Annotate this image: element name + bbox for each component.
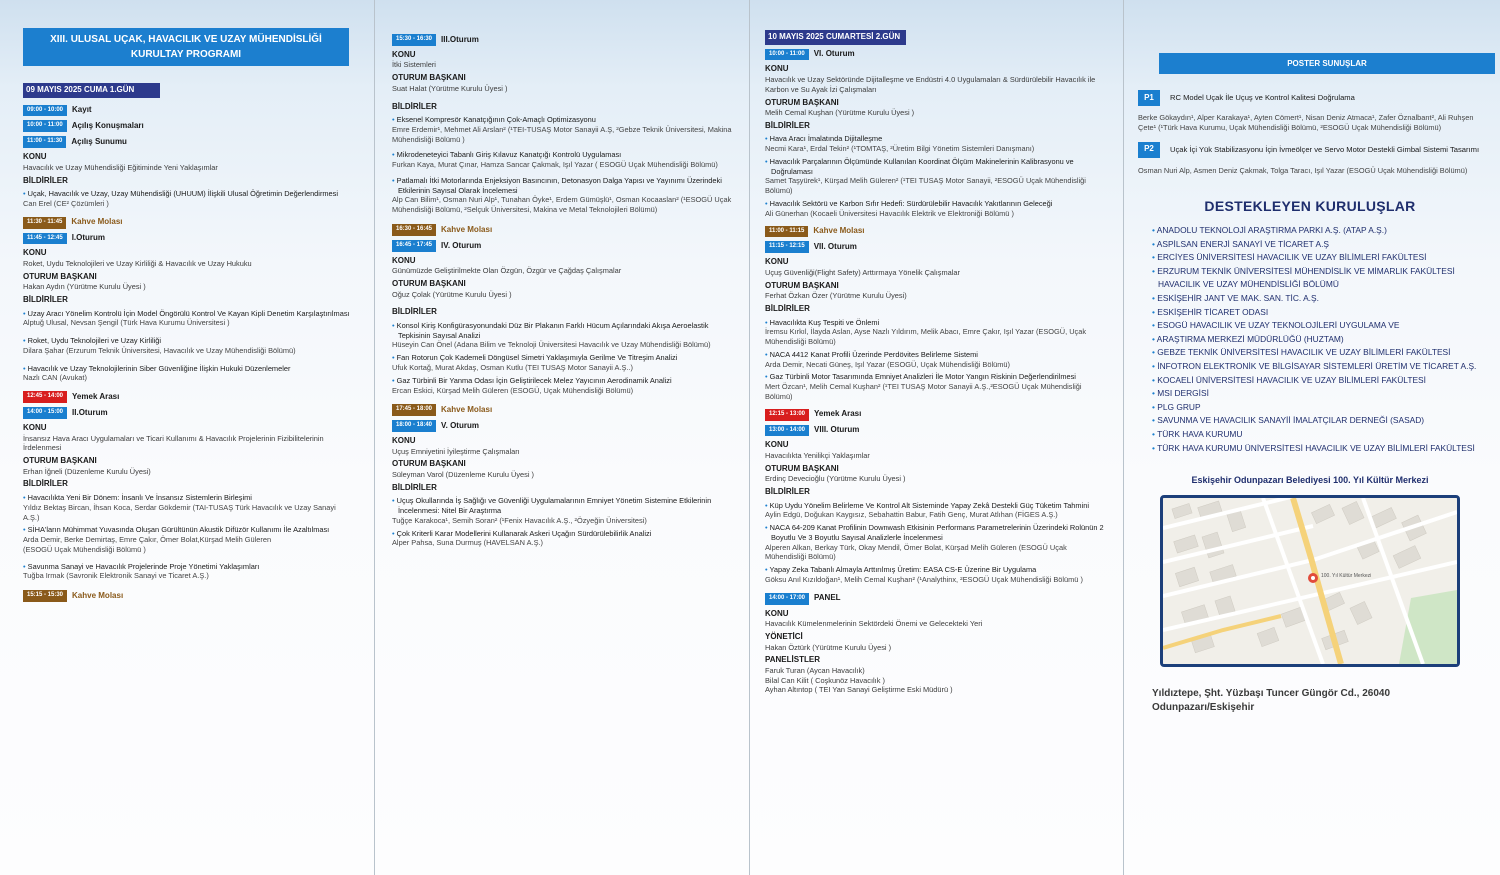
- topic-text: İnsansız Hava Aracı Uygulamaları ve Ticari Kullanımı & Havacılık Projelerinin Fizibilitelerinin İrdelenmesi: [23, 433, 324, 453]
- paper-item: • Yapay Zeka Tabanlı Almayla Arttırılmış Üretim: EASA CS-E Üzerine Bir Uygulama Göksu Anıl Kızıldoğan¹, Melih Cemal Kuşhan² (¹Analythinx, ²ESOGÜ Uçak Mühendisliği Bölümü ): [765, 565, 1108, 585]
- paper-authors: İremsu Kırkıl, İlayda Aslan, Ayse Nazlı Yıldırım, Melik Abacı, Emre Çakır, Işıl Yazar (ESOGÜ, Uçak Mühendisliği Bölümü): [765, 327, 1087, 347]
- papers-label: BİLDİRİLER: [23, 479, 68, 489]
- session-title: VI. Oturum: [813, 49, 855, 59]
- paper-item: • Savunma Sanayi ve Havacılık Projelerinde Proje Yönetimi Yaklaşımları Tuğba Irmak (Savronik Elektronik Sanayi ve Ticaret A.Ş.): [23, 562, 353, 582]
- paper-item: • Çok Kriterli Karar Modellerini Kullanarak Askeri Uçağın Sürdürülebilirlik Analizi Alper Pahsa, Suna Durmuş (HAVELSAN A.Ş.): [392, 529, 734, 549]
- bullet-icon: •: [1152, 333, 1157, 344]
- bullet-icon: •: [1152, 238, 1157, 249]
- session-title: Kahve Molası: [72, 590, 124, 600]
- bullet-icon: •: [1152, 252, 1158, 263]
- papers-label: BİLDİRİLER: [392, 307, 437, 317]
- program-title-banner: XIII. ULUSAL UÇAK, HAVACILIK VE UZAY MÜHENDİSLİĞİ KURULTAY PROGRAMI: [23, 28, 349, 66]
- session-title: Kahve Molası: [71, 217, 123, 227]
- paper-item: • NACA 64-209 Kanat Profilinin Downwash Etkisinin Performans Parametrelerinin Üzerindeki Rolünün 2 Boyutlu Ve 3 Boyutlu Sayısal Analizlerle İncelenmesi Alperen Alkan, Berkay Türk, Okay Mendil, Ömer Bolat, Kürşad Melih Güleren (ESOGÜ Uçak Mühendisliği Bölümü): [765, 523, 1108, 562]
- paper-title: Çok Kriterli Karar Modellerini Kullanarak Askeri Uçağın Sürdürülebilirlik Analizi: [396, 528, 652, 538]
- time-badge: 14:00 - 17:00: [765, 593, 809, 605]
- chair-name: Hakan Aydın (Yürütme Kurulu Üyesi ): [23, 282, 146, 292]
- moderator-label: YÖNETİCİ: [765, 631, 803, 641]
- time-badge: 10:00 - 11:00: [765, 49, 809, 61]
- time-badge: 15:15 - 15:30: [23, 590, 67, 602]
- paper-authors: Tuğba Irmak (Savronik Elektronik Sanayi ve Ticaret A.Ş.): [23, 571, 209, 581]
- time-badge: 18:00 - 18:40: [392, 420, 436, 432]
- paper-item: • Havacılık Sektörü ve Karbon Sıfır Hedefi: Sürdürülebilir Havacılık Yakıtlarının Geleceği Ali Günerhan (Kocaeli Üniversitesi Havacılık Elektrik ve Elektroniği Bölümü ): [765, 199, 1108, 219]
- poster-item: [1138, 142, 1482, 158]
- session-panel: [765, 593, 1108, 605]
- chair-label: OTURUM BAŞKANI: [23, 271, 97, 281]
- bullet-icon: •: [1152, 388, 1158, 399]
- time-badge: 10:00 - 11:00: [23, 120, 67, 132]
- panelist: Ayhan Altıntop ( TEI Yan Sanayi Geliştirme Eski Müdürü ): [765, 685, 953, 695]
- paper-item: • Patlamalı İtki Motorlarında Enjeksiyon Basıncının, Detonasyon Dalga Yapısı ve Yayınımı Üzerindeki Etkilerinin Sayısal Olarak İncelemesi Alp Can Bilim¹, Osman Nuri Alp¹, Tunahan Öyke¹, Erdem Gümüşlü¹, Osman Kocaaslan² (¹ESOGÜ Uçak Mühendisliği Bölümü, ²Selçuk Üniversitesi, Makina ve Metal Teknolojileri Bölümü): [392, 176, 734, 215]
- session-title: Açılış Konuşmaları: [71, 121, 144, 131]
- supporter-item: [1138, 387, 1482, 401]
- supporter-name: ERCİYES ÜNİVERSİTESİ HAVACILIK VE UZAY BİLİMLERİ FAKÜLTESİ: [1157, 252, 1427, 263]
- papers-label: BİLDİRİLER: [765, 303, 810, 313]
- time-badge: 09:00 - 10:00: [23, 105, 67, 117]
- papers-label: BİLDİRİLER: [765, 487, 810, 497]
- supporter-continuation: HAVACILIK VE UZAY MÜHENDİSLİĞİ BÖLÜMÜ: [1158, 279, 1339, 290]
- chair-label: OTURUM BAŞKANI: [765, 280, 839, 290]
- supporter-name: ANADOLU TEKNOLOJİ ARAŞTIRMA PARKI A.Ş. (ATAP A.Ş.): [1156, 224, 1387, 235]
- supporter-item: [1138, 346, 1482, 360]
- supporter-name: ESKİŞEHİR TİCARET ODASI: [1157, 306, 1269, 317]
- session-title: VIII. Oturum: [814, 425, 860, 435]
- session-title: I.Oturum: [71, 233, 106, 243]
- paper-title: Uzay Aracı Yönelim Kontrolü İçin Model Öngörülü Kontrol Ve Kayan Kipli Denetim Karşılaştırılması: [27, 308, 350, 318]
- supporter-name: ERZURUM TEKNİK ÜNİVERSİTESİ MÜHENDİSLİK VE MİMARLIK FAKÜLTESİ: [1157, 265, 1455, 276]
- session-lunch-break: [765, 409, 1108, 421]
- paper-title: Havacılık Sektörü ve Karbon Sıfır Hedefi: Sürdürülebilir Havacılık Yakıtlarının Geleceği: [769, 198, 1053, 208]
- session-2: [23, 407, 353, 419]
- papers-label: BİLDİRİLER: [765, 120, 810, 130]
- paper-label: BİLDİRİLER: [23, 175, 68, 185]
- supporter-item: [1138, 319, 1482, 333]
- supporter-item: [1138, 414, 1482, 428]
- bullet-icon: •: [1152, 293, 1158, 303]
- paper-item: • SİHA'ların Mühimmat Yuvasında Oluşan Gürültünün Akustik Difüzör Kullanımı İle Azaltılması Arda Demir, Berke Demirtaş, Emre Çakır, Ömer Bolat,Kürşad Melih Güleren (ESOGÜ Uçak Mühendisliği Bölümü ): [23, 525, 353, 554]
- supporter-item: [1138, 238, 1482, 252]
- session-4: [392, 240, 734, 252]
- paper-authors: Arda Demir, Necati Güneş, Işıl Yazar (ESOGÜ, Uçak Mühendisliği Bölümü): [765, 359, 1010, 369]
- paper-title: SİHA'ların Mühimmat Yuvasında Oluşan Gürültünün Akustik Difüzör Kullanımı İle Azaltılması: [27, 525, 330, 535]
- posters-supporters-panel: [1124, 0, 1500, 875]
- supporter-name: ASPİLSAN ENERJİ SANAYİ VE TİCARET A.Ş: [1156, 238, 1330, 249]
- time-badge: 11:00 - 11:15: [765, 226, 808, 238]
- supporter-name: PLG GRUP: [1157, 401, 1201, 412]
- topic-label: KONU: [765, 608, 789, 618]
- day1-afternoon-panel: [375, 0, 750, 875]
- topic-label: KONU: [392, 255, 416, 265]
- topic-label: KONU: [765, 257, 789, 267]
- chair-label: OTURUM BAŞKANI: [765, 463, 839, 473]
- supporter-item: [1138, 374, 1482, 388]
- session-1: [23, 233, 353, 245]
- topic-text: Günümüzde Geliştirilmekte Olan Özgün, Özgür ve Çağdaş Çalışmalar: [392, 266, 622, 276]
- supporter-name: İNFOTRON ELEKTRONİK VE BİLGİSAYAR SİSTEMLERİ ÜRETİM VE TİCARET A.Ş.: [1157, 361, 1477, 372]
- chair-name: Ferhat Özkan Özer (Yürütme Kurulu Üyesi): [765, 291, 907, 301]
- paper-authors: Nazlı CAN (Avukat): [23, 373, 87, 383]
- panelist: Bilal Can Kilit ( Coşkunöz Havacılık ): [765, 675, 885, 685]
- session-title: Yemek Arası: [72, 391, 120, 401]
- paper-title: Havacılık ve Uzay Teknolojilerinin Siber Güvenliğine İlişkin Hukuki Düzenlemeler: [27, 363, 291, 373]
- chair-label: OTURUM BAŞKANI: [765, 97, 839, 107]
- session-coffee-break: [23, 590, 353, 602]
- chair-name: Oğuz Çolak (Yürütme Kurulu Üyesi ): [392, 289, 512, 299]
- time-badge: 14:00 - 15:00: [23, 407, 67, 419]
- session-7: [765, 241, 1108, 253]
- paper-title: Patlamalı İtki Motorlarında Enjeksiyon Basıncının, Detonasyon Dalga Yapısı ve Yayınımı Üzerindeki Etkilerinin Sayısal Olarak İncelemesi: [396, 175, 722, 195]
- paper-authors: Dilara Şahar (Erzurum Teknik Üniversitesi, Havacılık ve Uzay Mühendisliği Bölümü): [23, 345, 296, 355]
- supporter-name: ESKİŞEHİR JANT VE MAK. SAN. TİC. A.Ş.: [1157, 293, 1319, 303]
- bullet-icon: •: [1152, 361, 1158, 372]
- paper-title: NACA 4412 Kanat Profili Üzerinde Perdövites Belirleme Sistemi: [769, 349, 978, 359]
- session-title: PANEL: [814, 593, 841, 603]
- paper-affiliation: (ESOGÜ Uçak Mühendisliği Bölümü ): [23, 544, 146, 554]
- session-title: Açılış Sunumu: [71, 137, 127, 147]
- time-badge: 16:30 - 16:45: [392, 224, 436, 236]
- paper-authors: Necmi Kara¹, Erdal Tekin² (¹TOMTAŞ, ²Üretim Bilgi Yönetim Sistemleri Danışmanı): [765, 144, 1035, 154]
- supporter-item: [1138, 224, 1482, 238]
- venue-name: Eskişehir Odunpazarı Belediyesi 100. Yıl Kültür Merkezi: [1191, 475, 1429, 486]
- supporter-name: KOCAELİ ÜNİVERSİTESİ HAVACILIK VE UZAY BİLİMLERİ FAKÜLTESİ: [1157, 374, 1426, 385]
- chair-label: OTURUM BAŞKANI: [392, 73, 466, 83]
- topic-label: KONU: [765, 440, 789, 450]
- day-header: 10 MAYIS 2025 CUMARTESİ 2.GÜN: [765, 30, 906, 45]
- topic-text: Uçuş Emniyetini İyileştirme Çalışmaları: [392, 446, 520, 456]
- paper-title: Yapay Zeka Tabanlı Almayla Arttırılmış Üretim: EASA CS-E Üzerine Bir Uygulama: [769, 565, 1037, 575]
- day2-program-panel: [750, 0, 1124, 875]
- session-title: Kayıt: [72, 105, 92, 115]
- paper-item: • Havacılıkta Yeni Bir Dönem: İnsanlı Ve İnsansız Sistemlerin Birleşimi Yıldız Bektaş Bircan, İhsan Koca, Serdar Gökdemir (TAI-TUSAŞ Türk Havacılık ve Uzay Sanayi A.Ş.): [23, 493, 353, 522]
- paper-authors: Ufuk Kortağ, Murat Akdaş, Osman Kutlu (TEI TUSAŞ Motor Sanayii A.Ş..): [392, 363, 633, 373]
- topic-text: Havacılık ve Uzay Sektöründe Dijitalleşme ve Endüstri 4.0 Uygulamaları & Sürdürülebilir Havacılık ile Karbon ve Su Ayak İzi Çalışmaları: [765, 75, 1096, 94]
- session-title: Kahve Molası: [813, 226, 865, 236]
- session-coffee-break: [392, 224, 734, 236]
- paper-item: • Havacılık Parçalarının Ölçümünde Kullanılan Koordinat Ölçüm Makinelerinin Kalibrasyonu ve Doğrulaması Samet Taşyürek¹, Kürşad Melih Güleren² (¹TEI TUSAŞ Motor Sanayii, ²ESOGÜ Uçak Mühendisliği Bölümü): [765, 157, 1108, 196]
- paper-title: Fan Rotorun Çok Kademeli Döngüsel Simetri Yaklaşımıyla Gerilme Ve Titreşim Analizi: [396, 353, 678, 363]
- day1-program-panel: [0, 0, 375, 875]
- session-title: IV. Oturum: [441, 240, 482, 250]
- paper-authors: Tuğçe Karakoca¹, Semih Soran² (¹Fenix Havacılık A.Ş., ²Özyeğin Üniversitesi): [392, 515, 647, 525]
- paper-title: Küp Uydu Yönelim Belirleme Ve Kontrol Alt Sisteminde Yapay Zekâ Destekli Güç Tüketim Tahmini: [769, 500, 1089, 510]
- supporter-item: [1138, 292, 1482, 306]
- paper-item: • Uçak, Havacılık ve Uzay, Uzay Mühendisliği (UHUUM) İlişkili Ulusal Öğretimin Değerlendirmesi Can Erel (CE² Çözümleri ): [23, 189, 353, 209]
- topic-label: KONU: [23, 152, 47, 162]
- bullet-icon: •: [1152, 415, 1158, 426]
- supporter-name: TÜRK HAVA KURUMU: [1157, 429, 1243, 440]
- paper-title: Havacılıkta Yeni Bir Dönem: İnsanlı Ve İnsansız Sistemlerin Birleşimi: [27, 492, 252, 502]
- bullet-icon: •: [1152, 265, 1158, 276]
- bullet-icon: •: [1152, 442, 1158, 453]
- panelist: Faruk Turan (Aycan Havacılık): [765, 665, 865, 675]
- paper-item: • Uçuş Okullarında İş Sağlığı ve Güvenliği Uygulamalarının Emniyet Yönetim Sistemine Etkilerinin İncelenmesi: Nitel Bir Araştırma Tuğçe Karakoca¹, Semih Soran² (¹Fenix Havacılık A.Ş., ²Özyeğin Üniversitesi): [392, 496, 734, 525]
- bullet-icon: •: [1152, 306, 1158, 317]
- paper-authors: Arda Demir, Berke Demirtaş, Emre Çakır, Ömer Bolat,Kürşad Melih Güleren: [23, 535, 272, 545]
- topic-label: KONU: [392, 436, 416, 446]
- topic-text: Havacılık Kümelenmelerinin Sektördeki Önemi ve Gelecekteki Yeri: [765, 619, 983, 629]
- paper-item: • NACA 4412 Kanat Profili Üzerinde Perdövites Belirleme Sistemi Arda Demir, Necati Güneş, Işıl Yazar (ESOGÜ, Uçak Mühendisliği Bölümü): [765, 350, 1108, 370]
- moderator-name: Hakan Öztürk (Yürütme Kurulu Üyesi ): [765, 642, 892, 652]
- session-lunch-break: [23, 391, 353, 403]
- paper-title: Uçuş Okullarında İş Sağlığı ve Güvenliği Uygulamalarının Emniyet Yönetim Sistemine Etkilerinin İncelenmesi: Nitel Bir Araştırma: [396, 496, 712, 516]
- paper-title: Havacılık Parçalarının Ölçümünde Kullanılan Koordinat Ölçüm Makinelerinin Kalibrasyonu ve Doğrulaması: [769, 156, 1074, 176]
- time-badge: 17:45 - 18:00: [392, 404, 436, 416]
- poster-number: P1: [1138, 90, 1160, 106]
- paper-authors: Can Erel (CE² Çözümleri ): [23, 198, 109, 208]
- paper-authors: Alperen Alkan, Berkay Türk, Okay Mendil, Ömer Bolat, Kürşad Melih Güleren (ESOGÜ Uçak Mühendisliği Bölümü): [765, 542, 1067, 562]
- time-badge: 11:30 - 11:45: [23, 217, 66, 229]
- time-badge: 15:30 - 16:30: [392, 34, 436, 46]
- session-5: [392, 420, 734, 432]
- paper-item: • Küp Uydu Yönelim Belirleme Ve Kontrol Alt Sisteminde Yapay Zekâ Destekli Güç Tüketim Tahmini Aylin Edgü, Doğukan Kaygısız, Sebahattin Babur, Fatih Genç, Murat Atlıhan (FİGES A.Ş.): [765, 501, 1108, 521]
- address: [1152, 687, 1482, 714]
- session-title: Yemek Arası: [814, 409, 862, 419]
- supporter-item: [1138, 401, 1482, 415]
- paper-item: • Gaz Türbinli Motor Tasarımında Emniyet Analizleri İle Motor Yangın Riskinin Değerlendirilmesi Mert Özcan¹, Melih Cemal Kuşhan² (¹TEI TUSAŞ Motor Sanayii A.Ş.,²ESOGÜ Uçak Mühendisliği Bölümü): [765, 372, 1108, 401]
- topic-text: Havacılıkta Yenilikçi Yaklaşımlar: [765, 450, 870, 460]
- papers-label: BİLDİRİLER: [392, 101, 437, 111]
- session-title: Kahve Molası: [441, 404, 493, 414]
- time-badge: 12:45 - 14:00: [23, 391, 67, 403]
- session-8: [765, 425, 1108, 437]
- time-badge: 16:45 - 17:45: [392, 240, 436, 252]
- paper-item: • Havacılık ve Uzay Teknolojilerinin Siber Güvenliğine İlişkin Hukuki Düzenlemeler Nazlı CAN (Avukat): [23, 364, 353, 384]
- supporter-item: [1138, 428, 1482, 442]
- bullet-icon: •: [1152, 401, 1158, 412]
- supporter-item: [1138, 251, 1482, 265]
- poster-item: [1138, 90, 1482, 106]
- panelists-label: PANELİSTLER: [765, 655, 820, 665]
- poster-authors: Berke Gökaydın¹, Alper Karakaya¹, Ayten Cömert¹, Nisan Deniz Atmaca¹, Zafer Öznalbant², Ali Ruhşen Çete¹ (¹Türk Hava Kurumu, Uçak Mühendisliği Bölümü, ²ESOGÜ Uçak Mühendisliği Bölümü): [1138, 113, 1474, 132]
- paper-authors: Furkan Kaya, Murat Çınar, Hamza Sancar Çakmak, Işıl Yazar ( ESOGÜ Uçak Mühendisliği Bölümü): [392, 160, 718, 170]
- paper-title: Gaz Türbinli Bir Yanma Odası İçin Geliştirilecek Melez Yayıcının Aerodinamik Analizi: [396, 375, 672, 385]
- bullet-icon: •: [1152, 347, 1158, 358]
- session-title: II.Oturum: [72, 407, 108, 417]
- supporter-name: SAVUNMA VE HAVACILIK SANAYİİ İMALATÇILAR DERNEĞİ (SASAD): [1157, 415, 1425, 426]
- paper-item: • Konsol Kiriş Konfigürasyonundaki Düz Bir Plakanın Farklı Hücum Açılarındaki Akışa Aeroelastik Tepkisinin Sayısal Analizi Hüseyin Can Önel (Adana Bilim ve Teknoloji Üniversitesi Havacılık ve Uzay Mühendisliği Bölümü): [392, 321, 734, 350]
- poster-title: Uçak İçi Yük Stabilizasyonu İçin İvmeölçer ve Servo Motor Destekli Gimbal Sistemi Tasarımı: [1170, 144, 1480, 154]
- topic-label: KONU: [23, 248, 47, 258]
- paper-title: Uçak, Havacılık ve Uzay, Uzay Mühendisliği (UHUUM) İlişkili Ulusal Öğretimin Değerlendirmesi: [27, 189, 339, 199]
- paper-item: • Eksenel Kompresör Kanatçığının Çok-Amaçlı Optimizasyonu Emre Erdemir¹, Mehmet Ali Arslan² (¹TEI-TUSAŞ Motor Sanayii A.Ş, ²Gebze Teknik Üniversitesi, Makina Mühendisliği Bölümü ): [392, 115, 734, 144]
- paper-item: • Fan Rotorun Çok Kademeli Döngüsel Simetri Yaklaşımıyla Gerilme Ve Titreşim Analizi Ufuk Kortağ, Murat Akdaş, Osman Kutlu (TEI TUSAŞ Motor Sanayii A.Ş..): [392, 353, 734, 373]
- paper-item: • Uzay Aracı Yönelim Kontrolü İçin Model Öngörülü Kontrol Ve Kayan Kipli Denetim Karşılaştırılması Alptuğ Ulusal, Nevsan Şengil (Türk Hava Kurumu Üniversitesi ): [23, 309, 353, 329]
- topic-label: KONU: [23, 423, 47, 433]
- chair-label: OTURUM BAŞKANI: [392, 279, 466, 289]
- chair-label: OTURUM BAŞKANI: [392, 459, 466, 469]
- chair-label: OTURUM BAŞKANI: [23, 456, 97, 466]
- supporter-name: TÜRK HAVA KURUMU ÜNİVERSİTESİ HAVACILIK VE UZAY BİLİMLERİ FAKÜLTESİ: [1157, 442, 1475, 453]
- poster-title: RC Model Uçak İle Uçuş ve Kontrol Kalitesi Doğrulama: [1170, 93, 1355, 103]
- paper-item: • Gaz Türbinli Bir Yanma Odası İçin Geliştirilecek Melez Yayıcının Aerodinamik Analizi Ercan Eskici, Kürşad Melih Güleren (ESOGÜ, Uçak Mühendisliği Bölümü): [392, 376, 734, 396]
- poster-number: P2: [1138, 142, 1160, 158]
- paper-authors: Yıldız Bektaş Bircan, İhsan Koca, Serdar Gökdemir (TAI-TUSAŞ Türk Havacılık ve Uzay Sanayi A.Ş.): [23, 502, 336, 522]
- chair-name: Erdinç Devecioğlu (Yürütme Kurulu Üyesi ): [765, 474, 906, 484]
- paper-item: • Mikrodeneteyici Tabanlı Giriş Kılavuz Kanatçığı Kontrolü Uygulaması Furkan Kaya, Murat Çınar, Hamza Sancar Çakmak, Işıl Yazar ( ESOGÜ Uçak Mühendisliği Bölümü): [392, 150, 734, 170]
- time-badge: 11:15 - 12:15: [765, 241, 809, 253]
- day-header: 09 MAYIS 2025 CUMA 1.GÜN: [23, 83, 160, 98]
- session-coffee-break: [392, 404, 734, 416]
- supporter-item: [1138, 442, 1482, 456]
- supporter-name: ARAŞTIRMA MERKEZİ MÜDÜRLÜĞÜ (HUZTAM): [1156, 333, 1344, 344]
- address-line-2: Odunpazarı/Eskişehir: [1152, 701, 1255, 713]
- map-graphic: [1163, 498, 1457, 664]
- paper-authors: Göksu Anıl Kızıldoğan¹, Melih Cemal Kuşhan² (¹Analythinx, ²ESOGÜ Uçak Mühendisliği Bölümü ): [765, 574, 1083, 584]
- topic-text: İtki Sistemleri: [392, 60, 436, 70]
- paper-authors: Mert Özcan¹, Melih Cemal Kuşhan² (¹TEI TUSAŞ Motor Sanayii A.Ş.,²ESOGÜ Uçak Mühendisliği Bölümü): [765, 382, 1082, 401]
- topic-label: KONU: [765, 64, 789, 74]
- time-badge: 11:00 - 11:30: [23, 136, 66, 148]
- supporters-title: DESTEKLEYEN KURULUŞLAR: [1204, 198, 1416, 215]
- supporter-item: [1138, 265, 1482, 279]
- bullet-icon: •: [1152, 429, 1158, 440]
- topic-text: Uçuş Güvenliği(Flight Safety) Arttırmaya Yönelik Çalışmalar: [765, 267, 960, 277]
- session-3: [392, 34, 734, 46]
- supporter-item: [1138, 333, 1482, 347]
- paper-authors: Aylin Edgü, Doğukan Kaygısız, Sebahattin Babur, Fatih Genç, Murat Atlıhan (FİGES A.Ş.): [765, 510, 1058, 520]
- paper-authors: Ali Günerhan (Kocaeli Üniversitesi Havacılık Elektrik ve Elektroniği Bölümü ): [765, 208, 1014, 218]
- paper-authors: Alptuğ Ulusal, Nevsan Şengil (Türk Hava Kurumu Üniversitesi ): [23, 318, 230, 328]
- topic-text: Havacılık ve Uzay Mühendisliği Eğitiminde Yeni Yaklaşımlar: [23, 162, 218, 172]
- paper-title: Gaz Türbinli Motor Tasarımında Emniyet Analizleri İle Motor Yangın Riskinin Değerlendirilmesi: [769, 372, 1076, 382]
- paper-title: Savunma Sanayi ve Havacılık Projelerinde Proje Yönetimi Yaklaşımları: [27, 561, 260, 571]
- session-title: Kahve Molası: [441, 224, 493, 234]
- supporter-name: MSI DERGİSİ: [1157, 388, 1209, 399]
- paper-authors: Alper Pahsa, Suna Durmuş (HAVELSAN A.Ş.): [392, 538, 544, 548]
- map-pin-label: 100. Yıl Kültür Merkezi: [1321, 573, 1372, 580]
- session-title: III.Oturum: [441, 34, 479, 44]
- paper-authors: Emre Erdemir¹, Mehmet Ali Arslan² (¹TEI-TUSAŞ Motor Sanayii A.Ş, ²Gebze Teknik Üniversitesi, Makina Mühendisliği Bölümü ): [392, 124, 732, 144]
- paper-title: NACA 64-209 Kanat Profilinin Downwash Etkisinin Performans Parametrelerinin Üzerindeki Rolünün 2 Boyutlu Ve 3 Boyutlu Sayısal Analizlerle İncelenmesi: [769, 523, 1104, 542]
- address-line-1: Yıldıztepe, Şht. Yüzbaşı Tuncer Güngör Cd., 26040: [1152, 688, 1391, 700]
- bullet-icon: •: [1152, 374, 1158, 385]
- topic-label: KONU: [392, 49, 416, 59]
- supporters-list: [1138, 224, 1482, 455]
- paper-item: • Havacılıkta Kuş Tespiti ve Önlemi İremsu Kırkıl, İlayda Aslan, Ayse Nazlı Yıldırım, Melik Abacı, Emre Çakır, Işıl Yazar (ESOGÜ, Uçak Mühendisliği Bölümü): [765, 318, 1108, 347]
- session-coffee-break: [23, 217, 353, 229]
- bullet-icon: •: [1152, 320, 1158, 331]
- paper-title: Hava Aracı İmalatında Dijitalleşme: [769, 134, 883, 144]
- supporter-name: GEBZE TEKNİK ÜNİVERSİTESİ HAVACILIK VE UZAY BİLİMLERİ FAKÜLTESİ: [1157, 347, 1451, 358]
- supporter-name: ESOGÜ HAVACILIK VE UZAY TEKNOLOJİLERİ UYGULAMA VE: [1157, 320, 1400, 331]
- paper-title: Mikrodeneteyici Tabanlı Giriş Kılavuz Kanatçığı Kontrolü Uygulaması: [396, 150, 622, 160]
- session-opening-presentation: [23, 136, 353, 148]
- chair-name: Erhan İğneli (Düzenleme Kurulu Üyesi): [23, 466, 151, 476]
- papers-label: BİLDİRİLER: [23, 295, 68, 305]
- session-registration: [23, 105, 353, 117]
- supporter-item: [1138, 306, 1482, 320]
- session-opening-speeches: [23, 120, 353, 132]
- location-map[interactable]: [1160, 495, 1460, 667]
- supporter-item: [1138, 360, 1482, 374]
- topic-text: Roket, Uydu Teknolojileri ve Uzay Kirliliği & Havacılık ve Uzay Hukuku: [23, 259, 252, 269]
- paper-item: • Roket, Uydu Teknolojileri ve Uzay Kirliliği Dilara Şahar (Erzurum Teknik Üniversitesi, Havacılık ve Uzay Mühendisliği Bölümü): [23, 336, 353, 356]
- chair-name: Süleyman Varol (Düzenleme Kurulu Üyesi ): [392, 469, 534, 479]
- time-badge: 11:45 - 12:45: [23, 233, 67, 245]
- bullet-icon: •: [1152, 224, 1157, 235]
- paper-title: Eksenel Kompresör Kanatçığının Çok-Amaçlı Optimizasyonu: [396, 115, 596, 125]
- paper-authors: Samet Taşyürek¹, Kürşad Melih Güleren² (¹TEI TUSAŞ Motor Sanayii, ²ESOGÜ Uçak Mühendisliği Bölümü): [765, 176, 1086, 196]
- paper-item: • Hava Aracı İmalatında Dijitalleşme Necmi Kara¹, Erdal Tekin² (¹TOMTAŞ, ²Üretim Bilgi Yönetim Sistemleri Danışmanı): [765, 134, 1108, 154]
- poster-authors: Osman Nuri Alp, Asmen Deniz Çakmak, Tolga Taracı, Işıl Yazar (ESOGÜ Uçak Mühendisliği Bölümü): [1138, 165, 1468, 175]
- paper-authors: Alp Can Bilim¹, Osman Nuri Alp¹, Tunahan Öyke¹, Erdem Gümüşlü¹, Osman Kocaaslan² (¹ESOGÜ Uçak Mühendisliği Bölümü, ²Selçuk Üniversitesi, Makina ve Metal Teknolojileri Bölümü): [392, 195, 732, 215]
- time-badge: 12:15 - 13:00: [765, 409, 809, 421]
- paper-title: Havacılıkta Kuş Tespiti ve Önlemi: [769, 317, 880, 327]
- session-title: V. Oturum: [441, 420, 479, 430]
- time-badge: 13:00 - 14:00: [765, 425, 809, 437]
- paper-authors: Ercan Eskici, Kürşad Melih Güleren (ESOGÜ, Uçak Mühendisliği Bölümü): [392, 385, 634, 395]
- papers-label: BİLDİRİLER: [392, 482, 437, 492]
- chair-name: Melih Cemal Kuşhan (Yürütme Kurulu Üyesi ): [765, 108, 915, 118]
- poster-banner: POSTER SUNUŞLAR: [1159, 53, 1495, 74]
- session-title: VII. Oturum: [813, 242, 857, 252]
- paper-title: Roket, Uydu Teknolojileri ve Uzay Kirliliği: [27, 336, 162, 346]
- session-6: [765, 49, 1108, 61]
- session-coffee-break: [765, 226, 1108, 238]
- paper-authors: Hüseyin Can Önel (Adana Bilim ve Teknoloji Üniversitesi Havacılık ve Uzay Mühendisliği Bölümü): [392, 340, 711, 350]
- chair-name: Suat Halat (Yürütme Kurulu Üyesi ): [392, 83, 508, 93]
- paper-title: Konsol Kiriş Konfigürasyonundaki Düz Bir Plakanın Farklı Hücum Açılarındaki Akışa Aeroelastik Tepkisinin Sayısal Analizi: [396, 320, 709, 340]
